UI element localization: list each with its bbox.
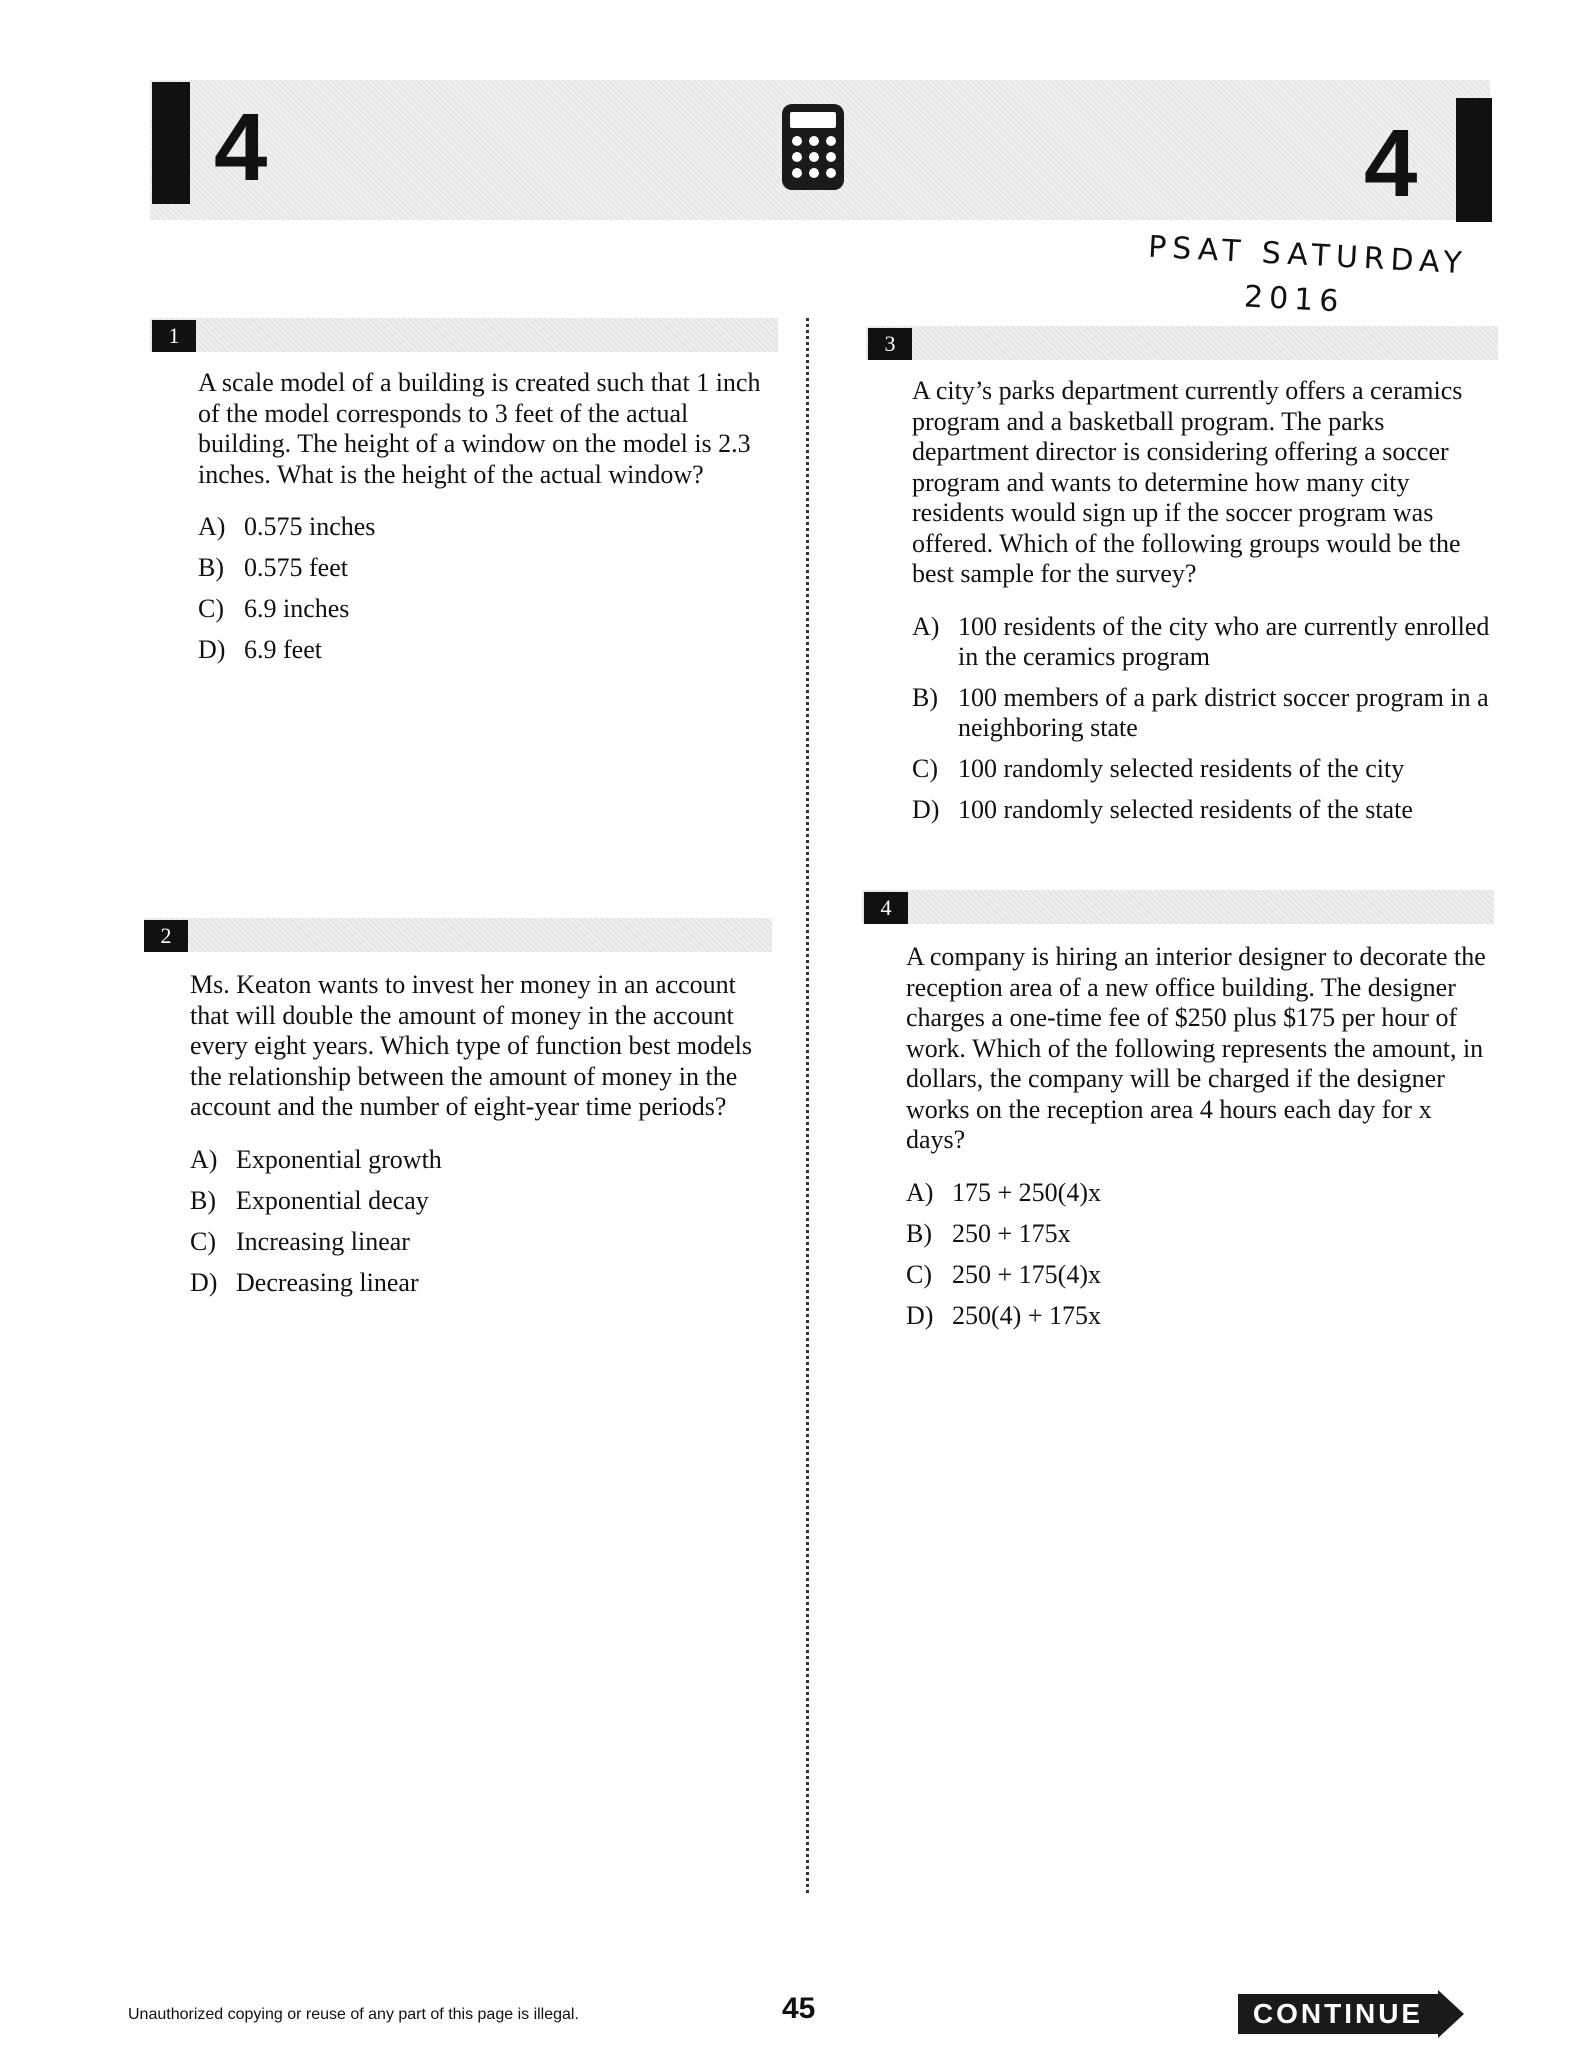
question-4-choice-a[interactable]: A) 175 + 250(4)x: [906, 1177, 1101, 1207]
column-divider: [806, 318, 809, 1893]
question-3: [912, 376, 1492, 836]
question-3-choice-b[interactable]: B) 100 members of a park district soccer program in a neighboring state: [912, 682, 1489, 742]
question-3-choice-a[interactable]: A) 100 residents of the city who are currently enrolled in the ceramics program: [912, 611, 1490, 671]
question-2-text: Ms. Keaton wants to invest her money in an account that will double the amount of money in the account every eight years. Which type of function best models the relationship between the amount of money in the account and the number of eight-year time periods?: [190, 970, 752, 1121]
question-4-header-band: [862, 890, 1494, 924]
question-1-header-band: [150, 318, 778, 352]
question-1-choice-c[interactable]: C) 6.9 inches: [198, 594, 350, 623]
arrow-right-icon: [1438, 1990, 1464, 2038]
question-2-choice-d[interactable]: D) Decreasing linear: [190, 1267, 419, 1297]
question-4-choice-c[interactable]: C) 250 + 175(4)x: [906, 1259, 1101, 1289]
question-2-choice-b[interactable]: B) Exponential decay: [190, 1185, 429, 1215]
handwritten-note-line1: PSAT SATURDAY: [1147, 229, 1469, 282]
question-2: [190, 970, 772, 1309]
page-number: 45: [782, 1992, 816, 2025]
question-2-number: 2: [144, 920, 188, 952]
copyright-notice: Unauthorized copying or reuse of any part of this page is illegal.: [128, 2006, 579, 2023]
question-1: [198, 368, 768, 676]
question-1-choice-a[interactable]: A) 0.575 inches: [198, 512, 376, 541]
question-4-choice-d[interactable]: D) 250(4) + 175x: [906, 1300, 1101, 1330]
question-3-text: A city’s parks department currently offers a ceramics program and a basketball program. The parks department director is considering offering a soccer program and wants to determine how many city residents would sign up if the soccer program was offered. Which of the following groups would be the best sample for the survey?: [912, 376, 1463, 588]
continue-label: CONTINUE: [1238, 1994, 1438, 2034]
calculator-icon: [782, 104, 844, 190]
question-2-choice-c[interactable]: C) Increasing linear: [190, 1226, 410, 1256]
question-3-choice-d[interactable]: D) 100 randomly selected residents of the state: [912, 794, 1413, 824]
question-1-choice-d[interactable]: D) 6.9 feet: [198, 635, 322, 664]
question-4: [906, 942, 1492, 1342]
continue-banner: [1238, 1990, 1470, 2040]
handwritten-note-line2: 2016: [1243, 279, 1346, 320]
question-1-text: A scale model of a building is created such that 1 inch of the model corresponds to 3 feet of the actual building. The height of a window on the model is 2.3 inches. What is the height of the actual window?: [198, 368, 761, 489]
question-2-choice-a[interactable]: A) Exponential growth: [190, 1144, 442, 1174]
section-number-left: 4: [214, 94, 268, 201]
question-4-text: A company is hiring an interior designer to decorate the reception area of a new office building. The designer charges a one-time fee of $250 plus $175 per hour of work. Which of the following represents the amount, in dollars, the company will be charged if the designer works on the reception area 4 hours each day for x days?: [906, 942, 1486, 1154]
section-bar-right: [1456, 98, 1492, 222]
question-2-header-band: [144, 918, 772, 952]
question-3-choice-c[interactable]: C) 100 randomly selected residents of the city: [912, 753, 1405, 783]
question-4-number: 4: [864, 892, 908, 924]
question-4-choice-b[interactable]: B) 250 + 175x: [906, 1218, 1071, 1248]
section-bar-left: [152, 82, 190, 204]
question-1-choice-b[interactable]: B) 0.575 feet: [198, 553, 348, 582]
question-3-number: 3: [868, 328, 912, 360]
question-1-number: 1: [152, 320, 196, 352]
section-number-right: 4: [1364, 110, 1418, 217]
question-3-header-band: [866, 326, 1498, 360]
